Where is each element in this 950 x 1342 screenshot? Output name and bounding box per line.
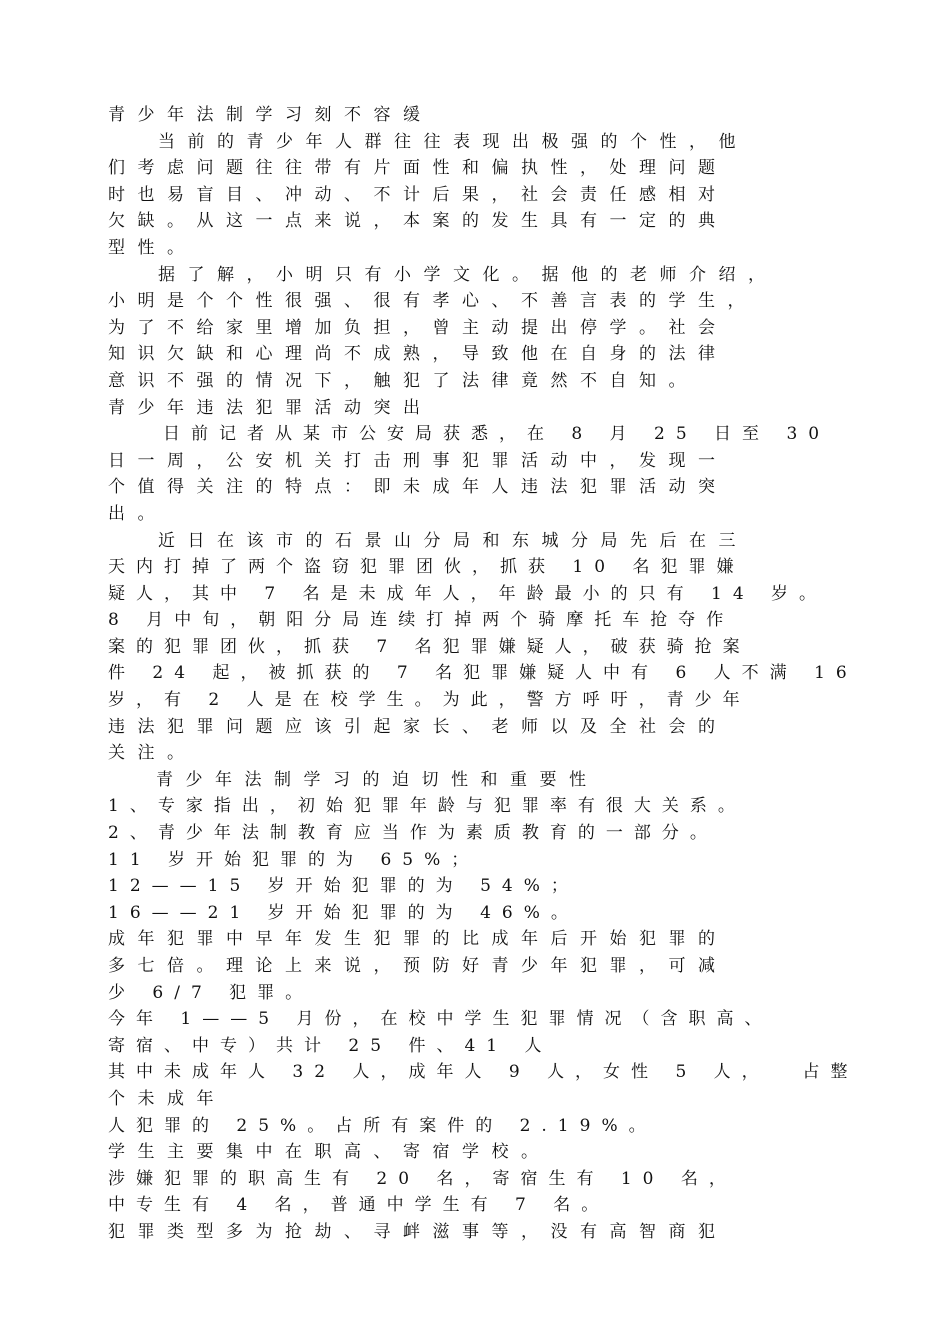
section-heading: 青少年违法犯罪活动突出 (108, 397, 433, 418)
paragraph-line: 学生主要集中在职高、寄宿学校。 (108, 1142, 551, 1163)
paragraph-line: 近日在该市的石景山分局和东城分局先后在三 (158, 530, 748, 551)
paragraph-line: 涉嫌犯罪的职高生有 20 名，寄宿生有 10 名， (108, 1168, 737, 1189)
paragraph-line: 其中未成年人 32 人，成年人 9 人，女性 5 人， 占整 (108, 1062, 859, 1083)
paragraph-line: 成年犯罪中早年发生犯罪的比成年后开始犯罪的 (108, 929, 728, 950)
paragraph-line: 关注。 (108, 743, 197, 764)
paragraph-line: 据了解，小明只有小学文化。据他的老师介绍， (158, 264, 778, 285)
statistic-line: 12——15 岁开始犯罪的为 54%； (108, 876, 579, 897)
paragraph-line: 今年 1——5 月份，在校中学生犯罪情况（含职高、 (108, 1009, 773, 1030)
paragraph-line: 小明是个个性很强、很有孝心、不善言表的学生， (108, 291, 757, 312)
statistic-line: 11 岁开始犯罪的为 65%； (108, 849, 480, 870)
paragraph-line: 天内打掉了两个盗窃犯罪团伙，抓获 10 名犯罪嫌 (108, 557, 745, 578)
paragraph-line: 意识不强的情况下，触犯了法律竟然不自知。 (108, 370, 698, 391)
paragraph-line: 日前记者从某市公安局获悉，在 8 月 25 日至 30 (163, 424, 831, 445)
document-body (108, 102, 868, 1246)
paragraph-line: 个未成年 (108, 1088, 226, 1109)
paragraph-line: 时也易盲目、冲动、不计后果，社会责任感相对 (108, 184, 728, 205)
paragraph-line: 违法犯罪问题应该引起家长、老师以及全社会的 (108, 716, 728, 737)
paragraph-line: 知识欠缺和心理尚不成熟，导致他在自身的法律 (108, 344, 728, 365)
paragraph-line: 型性。 (108, 237, 197, 258)
paragraph-line: 当前的青少年人群往往表现出极强的个性，他 (158, 131, 748, 152)
paragraph-line: 寄宿、中专）共计 25 件、41 人 (108, 1035, 553, 1056)
list-item: 1、专家指出，初始犯罪年龄与犯罪率有很大关系。 (108, 796, 746, 817)
paragraph-line: 少 6/7 犯罪。 (108, 982, 314, 1003)
paragraph-line: 件 24 起，被抓获的 7 名犯罪嫌疑人中有 6 人不满 16 (108, 663, 858, 684)
paragraph-line: 人犯罪的 25%。占所有案件的 2.19%。 (108, 1115, 657, 1136)
paragraph-line: 案的犯罪团伙，抓获 7 名犯罪嫌疑人，破获骑抢案 (108, 636, 751, 657)
list-item: 2、青少年法制教育应当作为素质教育的一部分。 (108, 823, 718, 844)
paragraph-line: 个值得关注的特点：即未成年人违法犯罪活动突 (108, 477, 728, 498)
paragraph-line: 欠缺。从这一点来说，本案的发生具有一定的典 (108, 211, 728, 232)
paragraph-line: 疑人，其中 7 名是未成年人，年龄最小的只有 14 岁。 (108, 583, 828, 604)
paragraph-line: 岁，有 2 人是在校学生。为此，警方呼吁，青少年 (108, 690, 751, 711)
paragraph-line: 出。 (108, 503, 167, 524)
paragraph-line: 中专生有 4 名，普通中学生有 7 名。 (108, 1195, 610, 1216)
paragraph-line: 们考虑问题往往带有片面性和偏执性，处理问题 (108, 158, 728, 179)
section-heading: 青少年法制学习刻不容缓 (108, 105, 433, 125)
paragraph-line: 日一周，公安机关打击刑事犯罪活动中，发现一 (108, 450, 728, 471)
paragraph-line: 犯罪类型多为抢劫、寻衅滋事等，没有高智商犯 (108, 1221, 728, 1242)
section-heading: 青少年法制学习的迫切性和重要性 (156, 769, 599, 790)
statistic-line: 16——21 岁开始犯罪的为 46%。 (108, 902, 579, 923)
paragraph-line: 为了不给家里增加负担，曾主动提出停学。社会 (108, 317, 728, 338)
paragraph-line: 8 月中旬，朝阳分局连续打掉两个骑摩托车抢夺作 (108, 610, 735, 631)
paragraph-line: 多七倍。理论上来说，预防好青少年犯罪，可减 (108, 956, 728, 976)
